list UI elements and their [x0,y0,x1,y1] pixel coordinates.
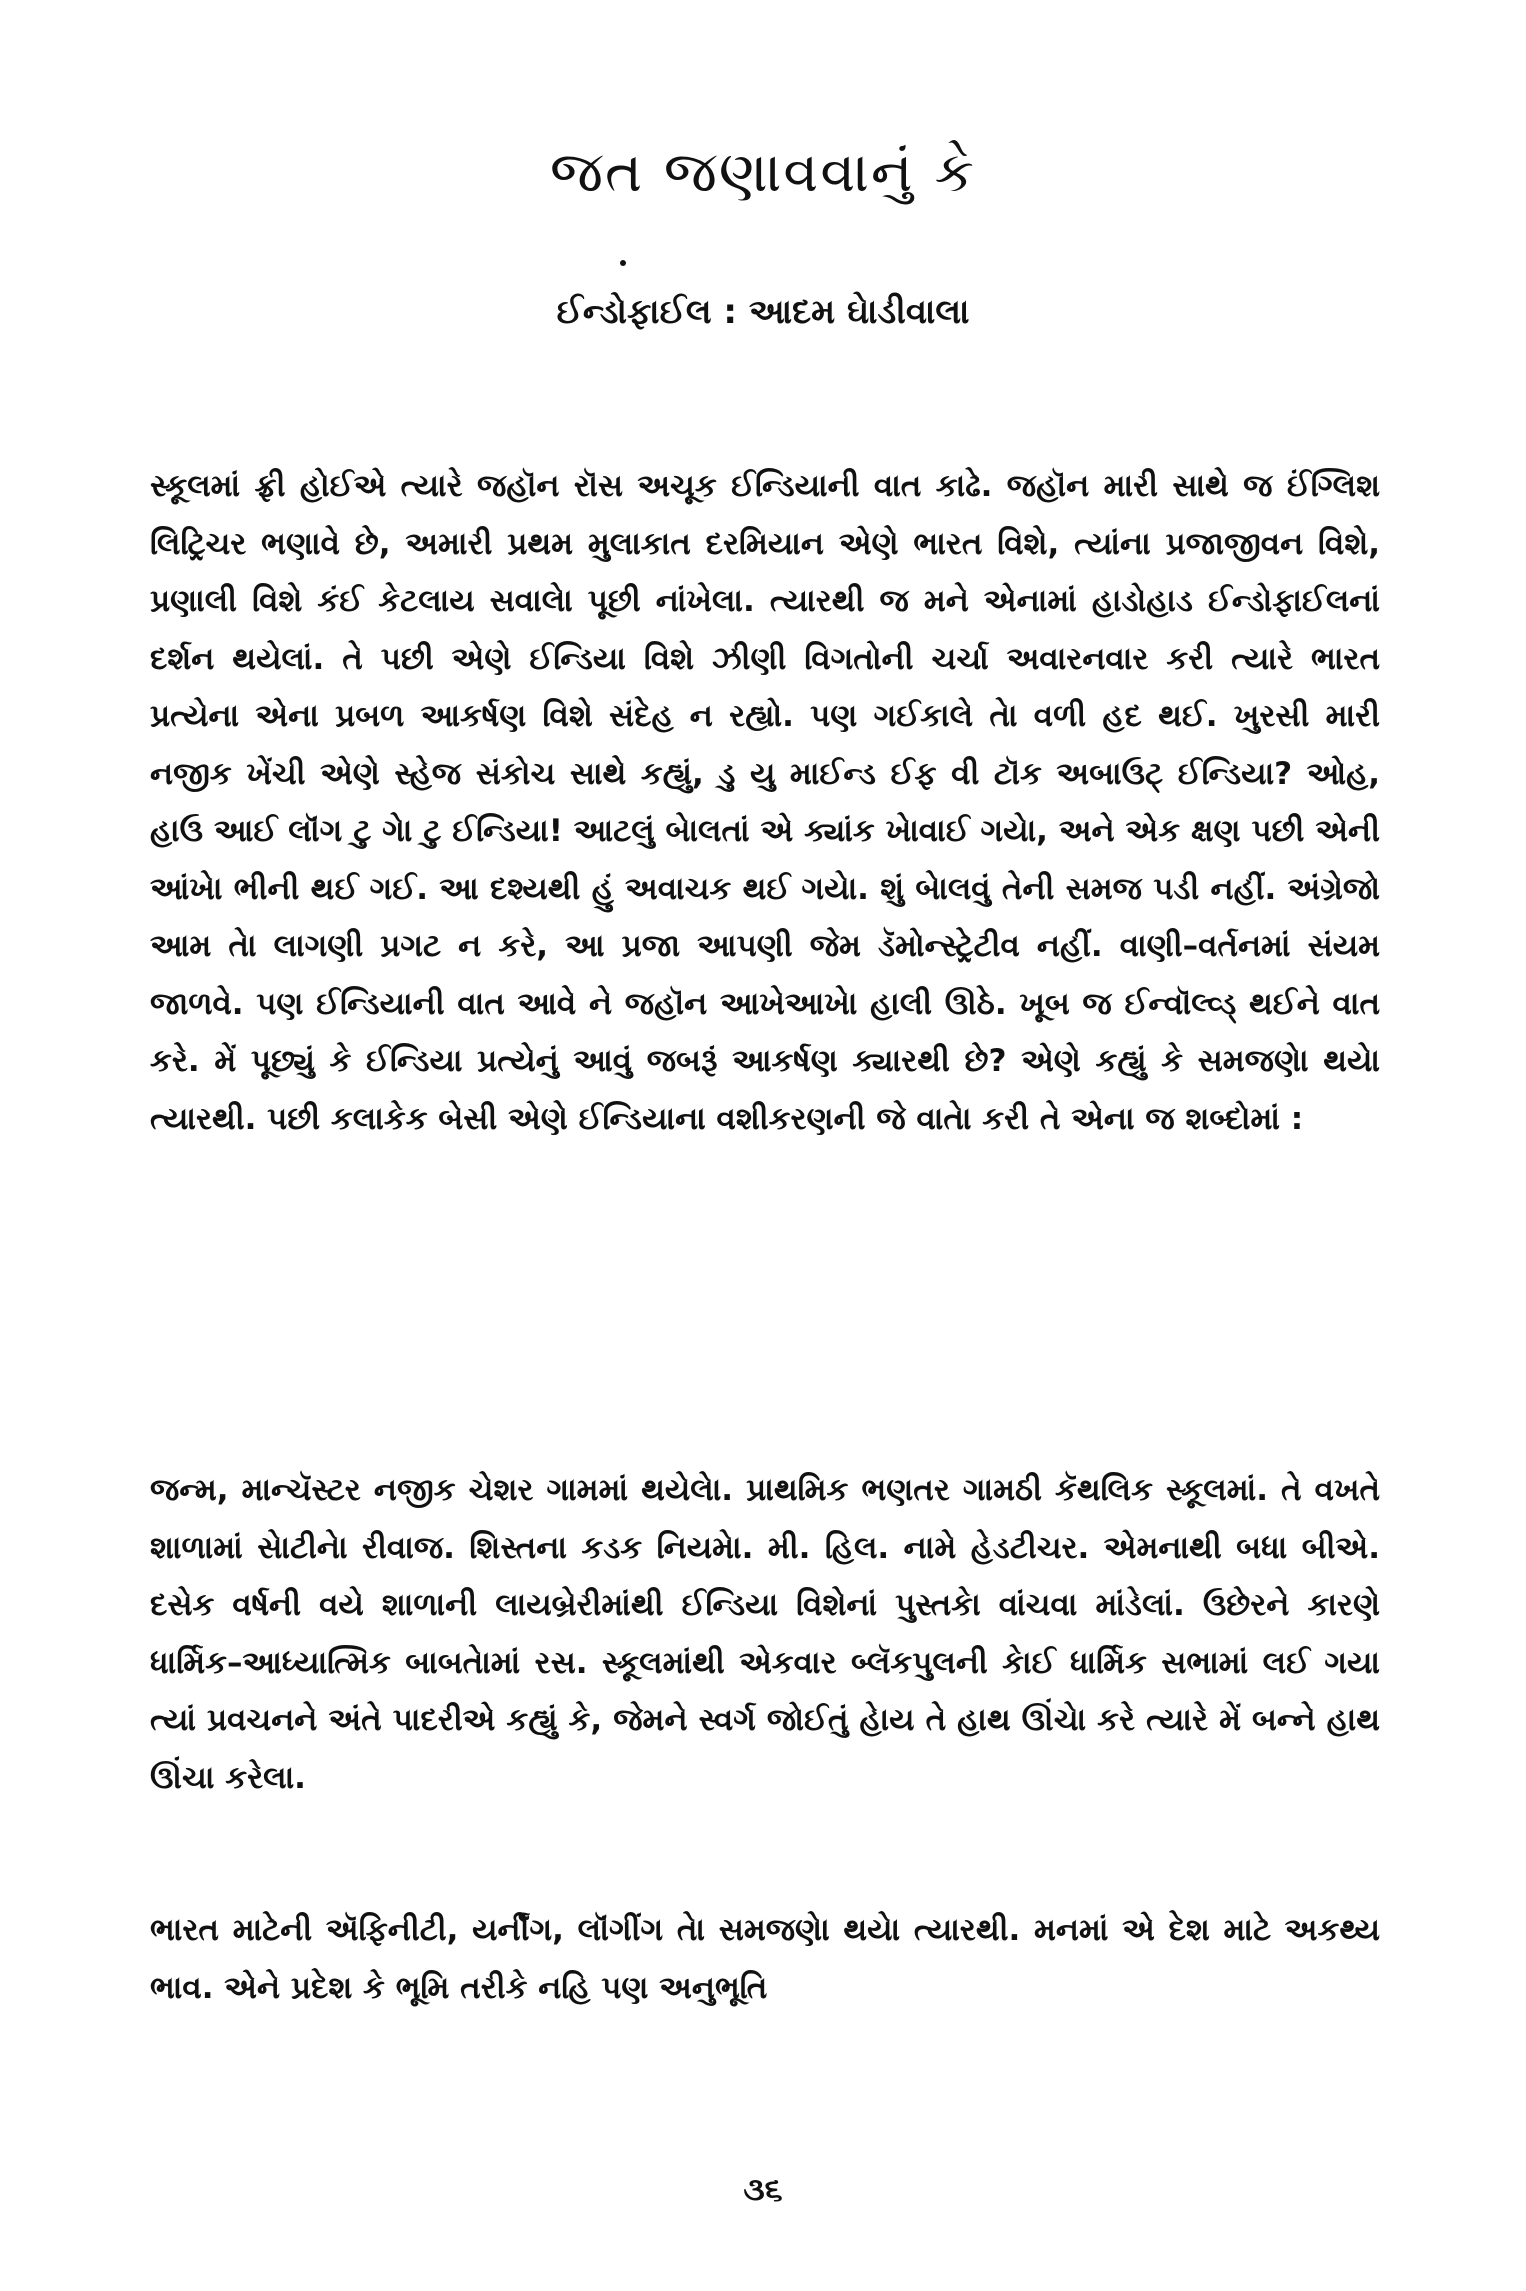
ornament-dot [620,260,626,266]
body-paragraph: સ્કૂલમાં ફ્રી હોઈએ ત્યારે જહૉન રૉસ અચૂક ઈન્ડિયાની વાત કાઢે. જહૉન મારી સાથે જ ઈંગ્લિશ લિટ્રિચર ભણાવે છે, અમારી પ્રથમ મુલાકાત દરમિયાન એણે ભારત વિશે, ત્યાંના પ્રજાજીવન વિશે, પ્રણાલી વિશે કંઈ કેટલાય સવાલેા પૂછી નાંખેલા. ત્યારથી જ મને એનામાં હાડોહાડ ઈન્ડોફાઈલનાં દર્શન થયેલાં. તે પછી એણે ઈન્ડિયા વિશે ઝીણી વિગતોની ચર્ચા અવારનવાર કરી ત્યારે ભારત પ્રત્યેના એના પ્રબળ આકર્ષણ વિશે સંદેહ ન રહ્યો. પણ ગઈકાલે તેા વળી હદ થઈ. ખુરસી મારી નજીક ખેંચી એણે સ્હેજ સંકોચ સાથે કહ્યું, ડુ યુ માઈન્ડ ઈફ વી ટૉક અબાઉટ્ ઈન્ડિયા? ઓહ, હાઉ આઈ લૉંગ ટુ ગેા ટુ ઈન્ડિયા! આટલું બેાલતાં એ ક્યાંક ખેાવાઈ ગયેા, અને એક ક્ષણ પછી એની આંખેા ભીની થઈ ગઈ. આ દશ્યથી હું અવાચક થઈ ગયેા. શું બેાલવું તેની સમજ પડી નહીં. અંગ્રેજો આમ તેા લાગણી પ્રગટ ન કરે, આ પ્રજા આપણી જેમ ડૅમોન્સ્ટ્રેટીવ નહીં. વાણી–વર્તનમાં સંયમ જાળવે. પણ ઈન્ડિયાની વાત આવે ને જહૉન આખેઆખેા હાલી ઊઠે. ખૂબ જ ઈન્વૉલ્વ્ડ્ થઈને વાત કરે. મેં પૂછ્યું કે ઈન્ડિયા પ્રત્યેનું આવું જબરૂં આકર્ષણ ક્યારથી છે? એણે કહ્યું કે સમજણેા થયેા ત્યારથી. પછી કલાકેક બેસી એણે ઈન્ડિયાના વશીકરણની જે વાતેા કરી તે એના જ શબ્દોમાં : [150,468,1380,1137]
body-paragraph: ભારત માટેની ઍફિનીટી, યર્નીંગ, લૉંગીંગ તેા સમજણેા થયેા ત્યારથી. મનમાં એ દેશ માટે અકથ્ય ભાવ. એને પ્રદેશ કે ભૂમિ તરીકે નહિ પણ અનુભૂતિ [150,1912,1380,2006]
page-subtitle: ઈન્ડોફાઈલ : આદમ ઘેાડીવાલા [556,292,970,332]
page-title: જત જણાવવાનું કે [550,140,976,205]
body-paragraph: જન્મ, માન્ચૅસ્ટર નજીક ચેશર ગામમાં થયેલેા. પ્રાથમિક ભણતર ગામઠી કૅથલિક સ્કૂલમાં. તે વખતે શાળામાં સેાટીનેા રીવાજ. શિસ્તના કડક નિયમેા. મી. હિલ. નામે હેડટીચર. એમનાથી બધા બીએ. દસેક વર્ષની વયે શાળાની લાયબ્રેરીમાંથી ઈન્ડિયા વિશેનાં પુસ્તકેા વાંચવા માંડેલાં. ઉછેરને કારણે ધાર્મિક–આધ્યાત્મિક બાબતેામાં રસ. સ્કૂલમાંથી એકવાર બ્લૅકપુલની કેાઈ ધાર્મિક સભામાં લઈ ગયા ત્યાં પ્રવચનને અંતે પાદરીએ કહ્યું કે, જેમને સ્વર્ગ જોઈતું હેાય તે હાથ ઊંચેા કરે ત્યારે મેં બન્ને હાથ ઊંચા કરેલા. [150,1472,1380,1796]
page-number: ૩૬ [743,2170,783,2208]
